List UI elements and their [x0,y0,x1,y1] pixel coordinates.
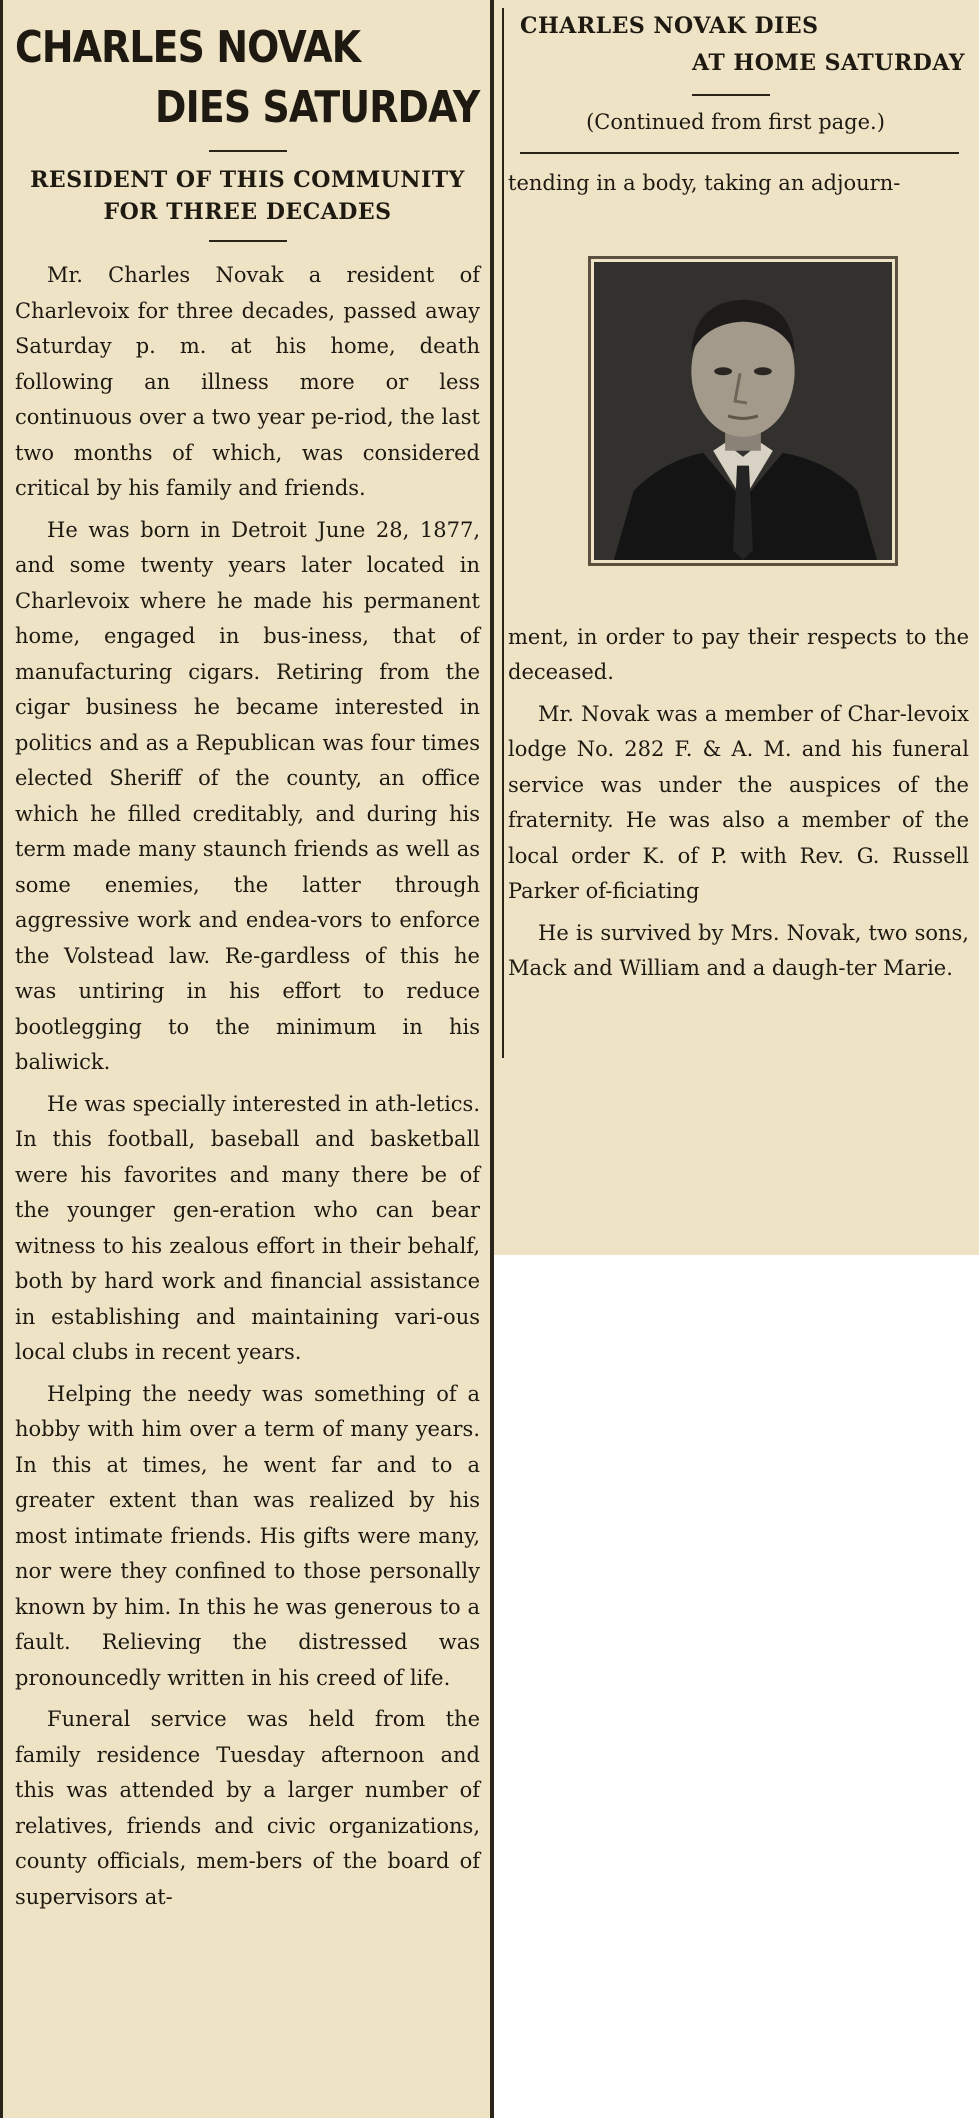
right-paragraph-3: He is survived by Mrs. Novak, two sons, Mack and William and a daugh-ter Marie. [508,920,969,980]
paragraph-5: Funeral service was held from the family residence Tuesday afternoon and this was attended by a larger number of relatives, friends and civic organizations, county officials, mem-bers of the board of supervisors at- [15,1707,480,1909]
continuation-headline [502,8,969,82]
main-headline [15,18,479,138]
continuation-rule [692,94,770,96]
continuation-head-line-1: CHARLES NOVAK DIES [520,13,819,39]
right-paragraph-2: Mr. Novak was a member of Char-levoix lodge No. 282 F. & A. M. and his funeral service was under the auspices of the fraternity. He was also a member of the local order K. of P. with Rev. G. Russell Parker of-ficiating [508,701,969,903]
subheadline [15,164,480,228]
paragraph-1: Mr. Charles Novak a resident of Charlevoix for three decades, passed away Saturday p. m. at his home, death following an illness more or less continuous over a two year pe-riod, the last two months of which, was considered critical by his family and friends. [15,263,480,500]
subhead-line-2: FOR THREE DECADES [103,199,392,225]
continued-note: (Continued from first page.) [586,110,885,134]
portrait-graphic [594,262,892,560]
paragraph-3: He was specially interested in ath-letics. In this football, baseball and basketball were his favorites and many there be of the younger gen-eration who can bear witness to his zealous effort in their behalf, both by hard work and financial assistance in establishing and maintaining vari-ous local clubs in recent years. [15,1091,480,1364]
subhead-rule [209,240,287,242]
continuation-full-rule [520,152,959,154]
continuation-head-line-2: AT HOME SATURDAY [692,50,965,76]
left-article-body [15,258,480,1915]
right-article-body-continued [502,620,969,987]
headline-rule [209,150,287,152]
right-paragraph-1: ment, in order to pay their respects to the deceased. [508,624,969,684]
right-clipping [494,0,979,1255]
paragraph-2: He was born in Detroit June 28, 1877, and some twenty years later located in Charlevoix where he made his permanent home, engaged in bus-iness, that of manufacturing cigars. Retiring from the cigar business he became interested in politics and as a Republican was four times elected Sheriff of the county, an office which he filled creditably, and during his term made many staunch friends as well as some enemies, the latter through aggressive work and endea-vors to enforce the Volstead law. Re-gardless of this he was untiring in his effort to reduce bootlegging to the minimum in his baliwick. [15,517,480,1074]
portrait-photo-icon [588,256,898,566]
right-article-body [502,166,969,202]
paragraph-4: Helping the needy was something of a hobby with him over a term of many years. In this at times, he went far and to a greater extent than was realized by his most intimate friends. His gifts were many, nor were they confined to those personally known by him. In this he was generous to a fault. Relieving the distressed was pronouncedly written in his creed of life. [15,1381,480,1690]
headline-line-1: CHARLES NOVAK [15,22,361,73]
subhead-line-1: RESIDENT OF THIS COMMUNITY [30,167,465,193]
headline-line-2: DIES SATURDAY [155,82,480,133]
lead-fragment: tending in a body, taking an adjourn- [508,171,901,195]
